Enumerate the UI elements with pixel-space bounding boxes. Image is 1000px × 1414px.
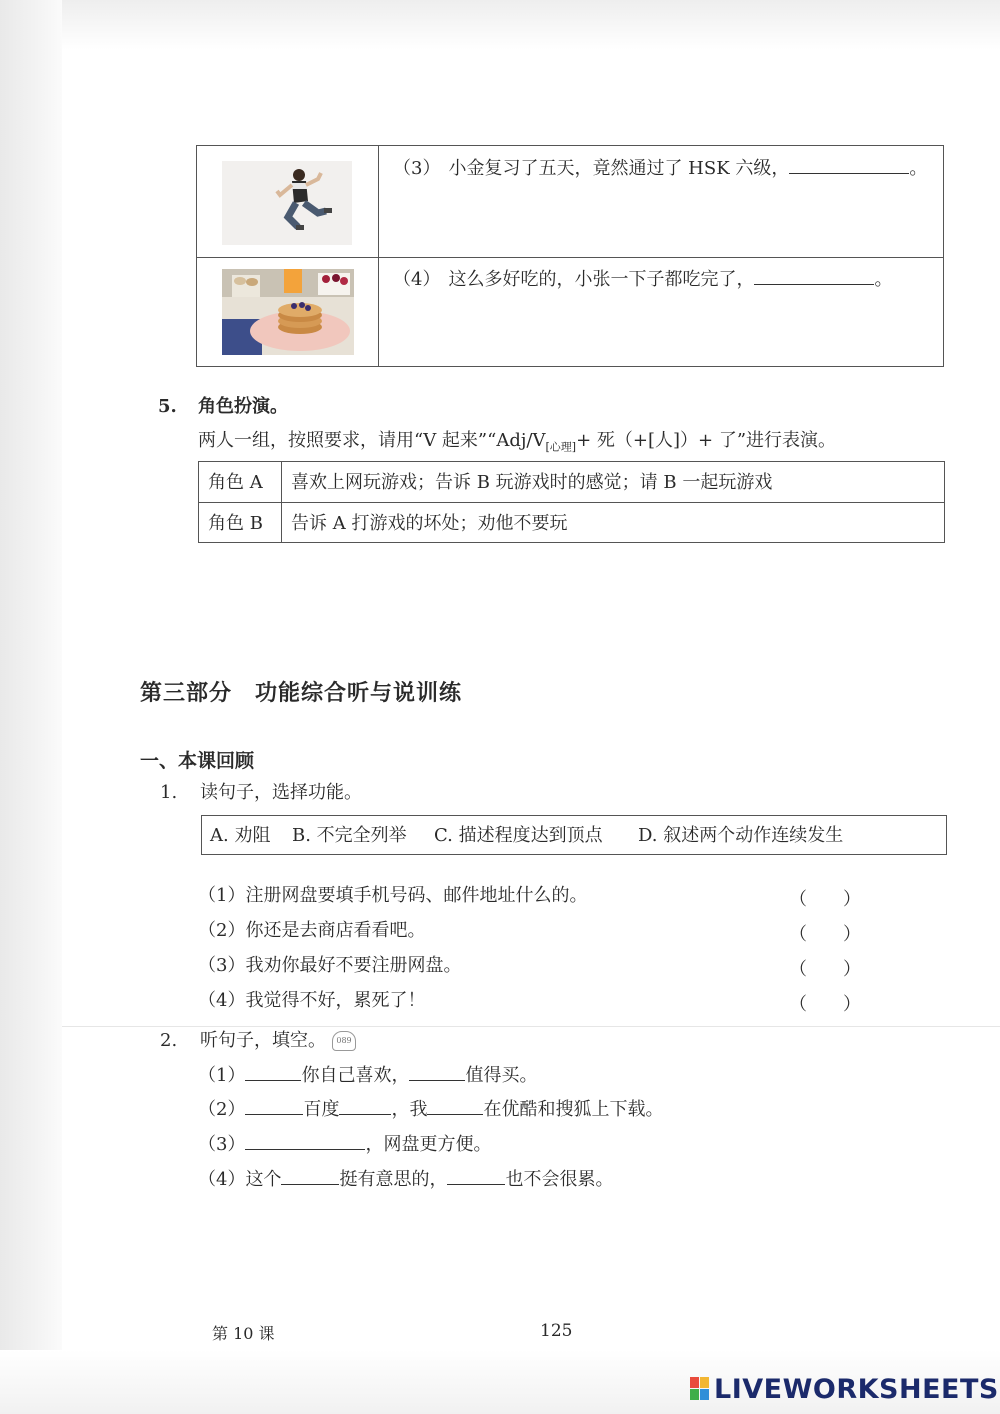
item-number: （4） xyxy=(198,990,246,1011)
item-text: 这个 xyxy=(245,1169,282,1190)
role-table xyxy=(198,461,945,543)
q1-item-3 xyxy=(198,955,461,977)
q5-number: 5. xyxy=(158,396,177,417)
option-c: C. 描述程度达到顶点 xyxy=(434,825,603,846)
item-number: （3） xyxy=(198,1134,246,1155)
item-text: 你还是去商店看看吧。 xyxy=(245,920,426,941)
q5-title: 角色扮演。 xyxy=(198,396,288,417)
item-text: 在优酷和搜狐上下载。 xyxy=(483,1099,664,1120)
item-number: （4） xyxy=(198,1169,246,1190)
photo-pancakes xyxy=(222,269,354,355)
item-text: 我觉得不好，累死了！ xyxy=(245,990,426,1011)
item-number: （1） xyxy=(198,1065,246,1086)
q1-number: 1. xyxy=(160,782,178,803)
item-end: 。 xyxy=(874,269,893,290)
picture-exercise-table xyxy=(196,145,944,367)
item-text: 你自己喜欢， xyxy=(301,1065,410,1086)
item-number: （1） xyxy=(198,885,246,906)
item-text: 我劝你最好不要注册网盘。 xyxy=(245,955,462,976)
instr-part-b: + 死（+[人]）+ 了”进行表演。 xyxy=(576,430,837,451)
q1-answer-1[interactable]: （ ） xyxy=(789,889,861,910)
answer-blank[interactable] xyxy=(789,157,909,174)
q5-instructions xyxy=(198,430,836,459)
option-d: D. 叙述两个动作连续发生 xyxy=(638,825,844,846)
q2-item-3 xyxy=(198,1133,491,1156)
q2-item-2 xyxy=(198,1098,663,1121)
q1-answer-4[interactable]: （ ） xyxy=(789,994,861,1015)
item-number: （3） xyxy=(198,955,246,976)
picture-item-4 xyxy=(393,268,892,291)
liveworksheets-mark-icon xyxy=(690,1377,710,1401)
item-end: 。 xyxy=(909,158,928,179)
audio-track-icon[interactable]: 089 xyxy=(332,1031,356,1051)
item-text: 值得买。 xyxy=(465,1065,538,1086)
instr-subscript: [心理] xyxy=(545,440,577,454)
item-number: （2） xyxy=(198,1099,246,1120)
item-text: 挺有意思的， xyxy=(339,1169,448,1190)
item-number: （4） xyxy=(393,269,441,290)
role-b-label: 角色 B xyxy=(208,513,263,534)
option-a: A. 劝阻 xyxy=(210,825,271,846)
scan-shadow-left xyxy=(0,0,62,1414)
answer-blank[interactable] xyxy=(339,1098,391,1115)
footer-lesson: 第 10 课 xyxy=(212,1324,275,1343)
page-number: 125 xyxy=(540,1321,573,1341)
item-text: 注册网盘要填手机号码、邮件地址什么的。 xyxy=(245,885,588,906)
option-b: B. 不完全列举 xyxy=(292,825,407,846)
q2-item-1 xyxy=(198,1064,537,1087)
q1-item-4 xyxy=(198,990,425,1012)
q2-number: 2. xyxy=(160,1030,178,1051)
item-text: 也不会很累。 xyxy=(505,1169,614,1190)
instr-part-a: 两人一组，按照要求，请用“V 起来”“Adj/V xyxy=(198,430,546,451)
answer-blank[interactable] xyxy=(245,1098,303,1115)
role-a-label: 角色 A xyxy=(208,472,263,493)
item-text: ，网盘更方便。 xyxy=(365,1134,492,1155)
q1-item-2 xyxy=(198,920,425,942)
item-text: ，我 xyxy=(391,1099,428,1120)
picture-item-3 xyxy=(393,157,927,180)
answer-blank[interactable] xyxy=(754,268,874,285)
item-text: 小金复习了五天，竟然通过了 HSK 六级， xyxy=(448,158,790,179)
item-text: 这么多好吃的，小张一下子都吃完了， xyxy=(448,269,755,290)
answer-blank[interactable] xyxy=(281,1168,339,1185)
answer-blank[interactable] xyxy=(245,1064,301,1081)
answer-blank[interactable] xyxy=(409,1064,465,1081)
liveworksheets-text: LIVEWORKSHEETS xyxy=(714,1374,999,1405)
liveworksheets-logo xyxy=(690,1374,999,1405)
answer-blank[interactable] xyxy=(447,1168,505,1185)
q1-answer-3[interactable]: （ ） xyxy=(789,959,861,980)
q2-title xyxy=(200,1030,356,1052)
role-b-text: 告诉 A 打游戏的坏处；劝他不要玩 xyxy=(291,513,568,534)
item-number: （2） xyxy=(198,920,246,941)
item-text: 百度 xyxy=(303,1099,340,1120)
function-options-box xyxy=(201,815,947,855)
q1-answer-2[interactable]: （ ） xyxy=(789,924,861,945)
q1-item-1 xyxy=(198,885,587,907)
answer-blank[interactable] xyxy=(245,1133,365,1150)
page-fold-line xyxy=(62,1026,1000,1027)
role-a-text: 喜欢上网玩游戏；告诉 B 玩游戏时的感觉；请 B 一起玩游戏 xyxy=(291,472,773,493)
q2-title-text: 听句子，填空。 xyxy=(200,1030,326,1051)
q1-title: 读句子，选择功能。 xyxy=(200,782,362,803)
review-title: 一、本课回顾 xyxy=(140,750,255,772)
answer-blank[interactable] xyxy=(427,1098,483,1115)
photo-jumping-man xyxy=(222,161,352,245)
section-title: 第三部分 功能综合听与说训练 xyxy=(140,680,463,706)
item-number: （3） xyxy=(393,158,441,179)
scan-shadow-top xyxy=(0,0,1000,50)
q2-item-4 xyxy=(198,1168,613,1191)
